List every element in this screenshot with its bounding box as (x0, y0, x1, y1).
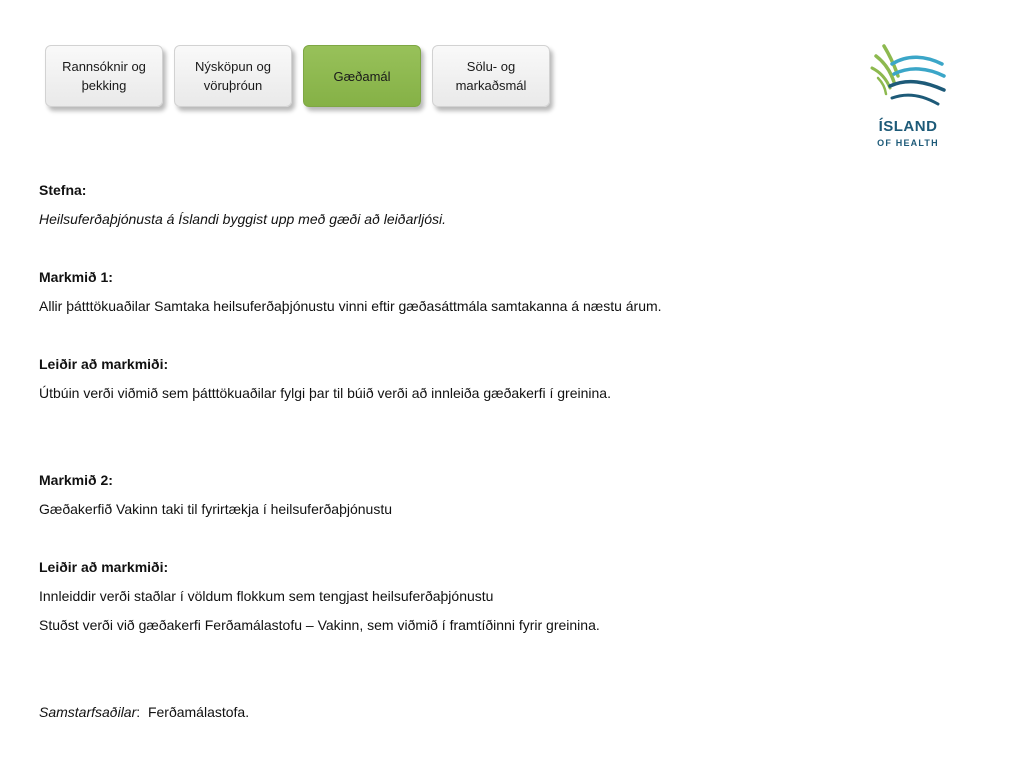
slide-content (39, 178, 979, 729)
goal1-heading: Markmið 1: (39, 269, 113, 285)
stefna-heading: Stefna: (39, 182, 87, 198)
partners-separator: : (136, 704, 141, 720)
tab-solu-markadsmal[interactable] (432, 45, 550, 107)
goal2-heading: Markmið 2: (39, 472, 113, 488)
tab-label-line1: Nýsköpun og (195, 59, 271, 74)
tab-label-line2: markaðsmál (455, 78, 527, 93)
stefna-text: Heilsuferðaþjónusta á Íslandi byggist upp með gæði að leiðarljósi. (39, 211, 447, 227)
island-of-health-logo (862, 42, 954, 154)
means2-line1: Innleiddir verði staðlar í völdum flokkum sem tengjast heilsuferðaþjónustu (39, 588, 494, 604)
means2-line2: Stuðst verði við gæðakerfi Ferðamálastofu – Vakinn, sem viðmið í framtíðinni fyrir greinina. (39, 617, 600, 633)
goal2-text: Gæðakerfið Vakinn taki til fyrirtækja í heilsuferðaþjónustu (39, 501, 393, 517)
means1-text: Útbúin verði viðmið sem þátttökuaðilar fylgi þar til búið verði að innleiða gæðakerfi í greinina. (39, 385, 611, 401)
tab-label-line1: Rannsóknir og (62, 59, 146, 74)
partners-line (39, 700, 979, 729)
means2-heading: Leiðir að markmiði: (39, 559, 169, 575)
means1-heading: Leiðir að markmiði: (39, 356, 169, 372)
category-tabs (45, 45, 565, 111)
tab-label-line1: Gæðamál (333, 68, 391, 84)
logo-name: ÍSLAND (878, 118, 938, 135)
tab-gaedamal[interactable] (303, 45, 421, 107)
logo-mark-icon (868, 42, 948, 112)
tab-rannsoknir[interactable] (45, 45, 163, 107)
goal1-text: Allir þátttökuaðilar Samtaka heilsuferðaþjónustu vinni eftir gæðasáttmála samtakanna á næstu árum. (39, 298, 662, 314)
logo-subtitle: OF HEALTH (877, 138, 939, 148)
tab-label-line1: Sölu- og (466, 59, 516, 74)
tab-nyskopun[interactable] (174, 45, 292, 107)
partners-label: Samstarfsaðilar (39, 704, 137, 720)
tab-label-line2: þekking (81, 78, 127, 93)
partners-value: Ferðamálastofa. (147, 704, 250, 720)
tab-label-line2: vöruþróun (203, 78, 263, 93)
